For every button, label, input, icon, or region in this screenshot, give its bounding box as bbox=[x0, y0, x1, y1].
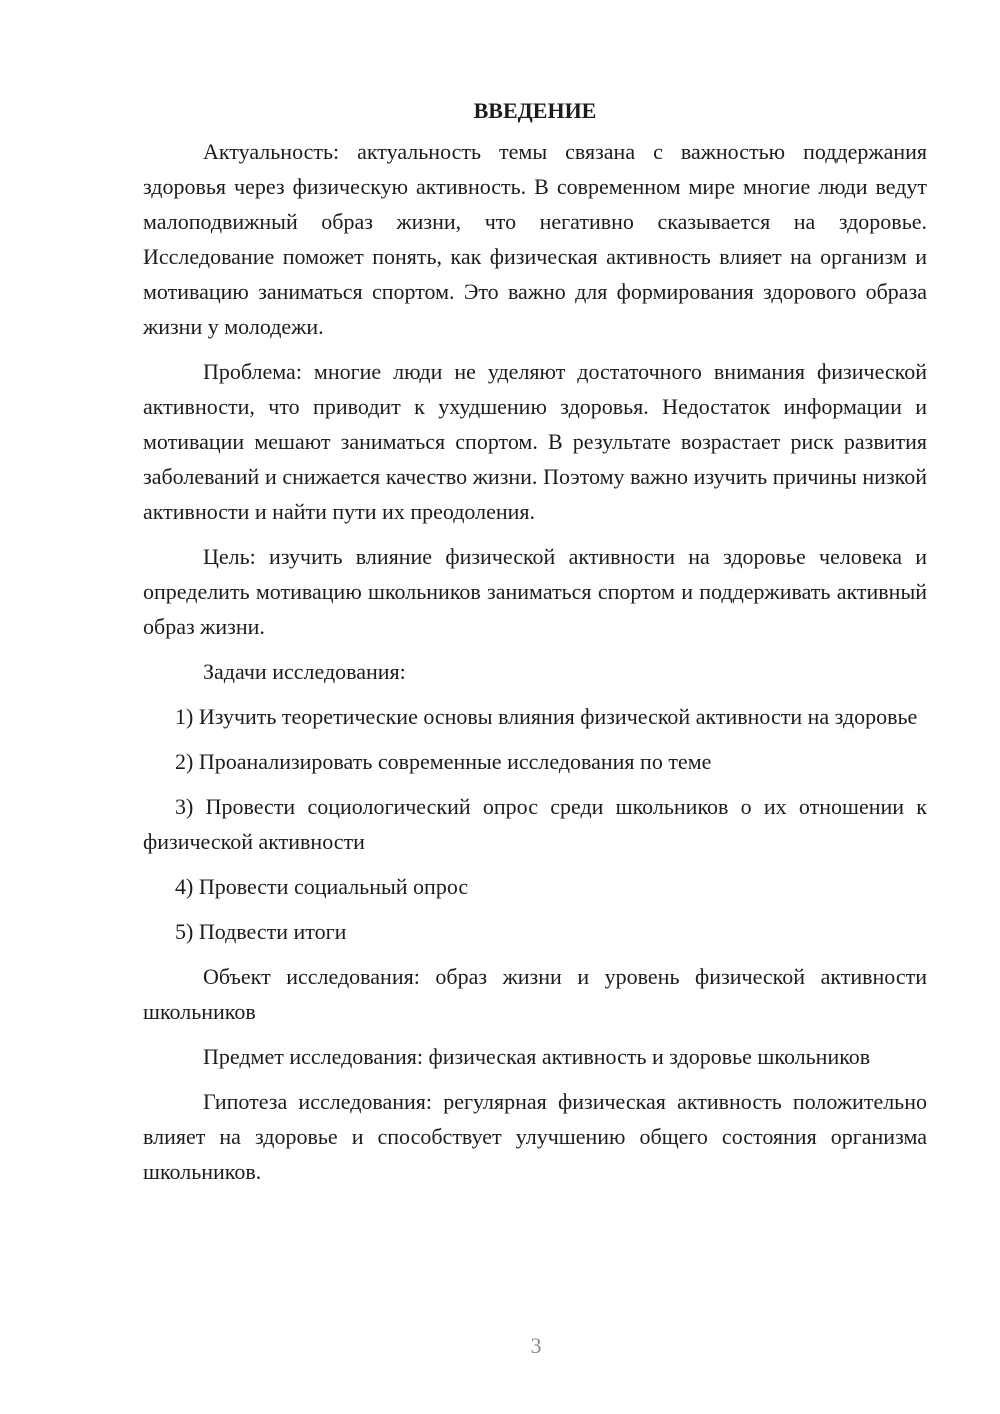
task-item: 3) Провести социологический опрос среди школьников о их отношении к физической активности bbox=[143, 794, 927, 854]
page-number: 3 bbox=[530, 1333, 542, 1358]
task-item: 4) Провести социальный опрос bbox=[175, 874, 469, 899]
hypothesis-paragraph: Гипотеза исследования: регулярная физическая активность положительно влияет на здоровье и способствует улучшению общего состояния организма школьников. bbox=[143, 1089, 927, 1184]
page-content bbox=[143, 96, 927, 1199]
task-item: 2) Проанализировать современные исследования по теме bbox=[175, 749, 712, 774]
task-item: 5) Подвести итоги bbox=[175, 919, 347, 944]
task-item: 1) Изучить теоретические основы влияния физической активности на здоровье bbox=[175, 704, 918, 729]
tasks-heading: Задачи исследования: bbox=[203, 659, 406, 684]
problem-paragraph: Проблема: многие люди не уделяют достаточного внимания физической активности, что приводит к ухудшению здоровья. Недостаток информации и мотивации мешают заниматься спортом. В результате возрастает риск развития заболеваний и снижается качество жизни. Поэтому важно изучить причины низкой активности и найти пути их преодоления. bbox=[143, 359, 927, 524]
goal-paragraph: Цель: изучить влияние физической активности на здоровье человека и определить мотивацию школьников заниматься спортом и поддерживать активный образ жизни. bbox=[143, 544, 927, 639]
relevance-paragraph: Актуальность: актуальность темы связана с важностью поддержания здоровья через физическую активность. В современном мире многие люди ведут малоподвижный образ жизни, что негативно сказывается на здоровье. Исследование поможет понять, как физическая активность влияет на организм и мотивацию заниматься спортом. Это важно для формирования здорового образа жизни у молодежи. bbox=[143, 139, 927, 339]
subject-paragraph: Предмет исследования: физическая активность и здоровье школьников bbox=[203, 1044, 871, 1069]
section-title: ВВЕДЕНИЕ bbox=[473, 98, 597, 123]
object-paragraph: Объект исследования: образ жизни и уровень физической активности школьников bbox=[143, 964, 927, 1024]
